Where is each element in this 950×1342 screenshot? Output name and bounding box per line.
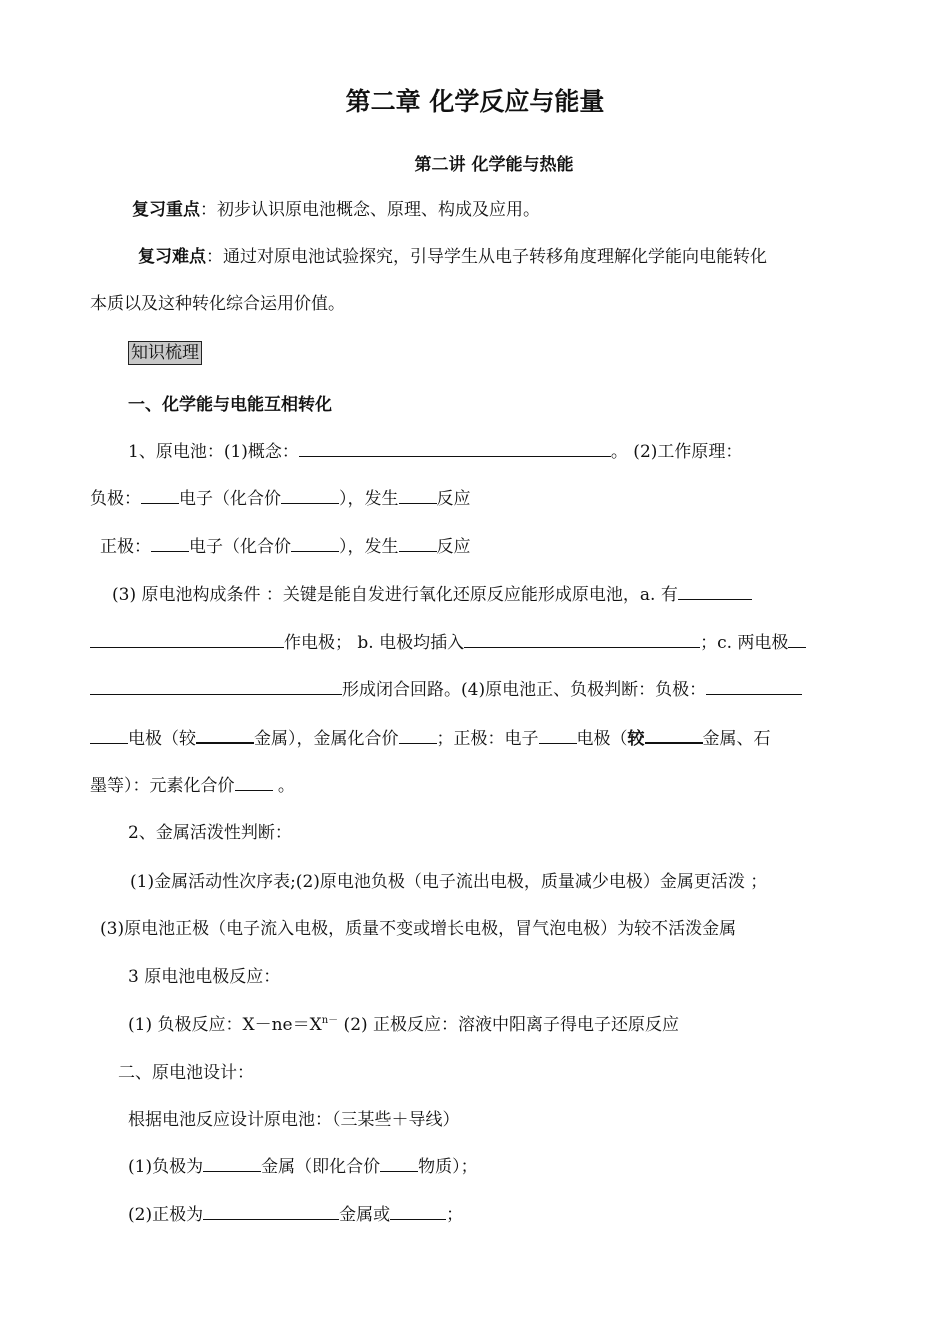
s2-line1: 根据电池反应设计原电池：（三某些＋导线） <box>128 1110 460 1130</box>
cond-blank-1[interactable] <box>678 583 752 600</box>
cond4-e: 金属、石 <box>702 729 771 749</box>
cond3-a: 形成闭合回路。(4)原电池正、负极判断：负极： <box>342 680 707 700</box>
difficulty-label: 复习难点 <box>138 247 206 267</box>
review-difficulty <box>138 245 767 269</box>
cond-blank-11[interactable] <box>645 726 703 744</box>
pos-b: 电子（化合价 <box>189 537 291 557</box>
s1-p1-b: 。 (2)工作原理： <box>610 442 743 462</box>
pos-blank-3[interactable] <box>399 535 437 552</box>
positive-electrode-line <box>100 535 471 559</box>
review-focus <box>132 198 540 222</box>
cond-blank-10[interactable] <box>539 727 577 744</box>
condition-line-2 <box>90 631 806 655</box>
cond-blank-3[interactable] <box>464 631 700 648</box>
negative-electrode-line <box>90 487 471 511</box>
knowledge-tag: 知识梳理 <box>128 341 202 365</box>
concept-blank[interactable] <box>299 440 611 457</box>
difficulty-text-1: ：通过对原电池试验探究，引导学生从电子转移角度理解化学能向电能转化 <box>206 247 767 267</box>
pos-d: 反应 <box>436 537 471 557</box>
cond4-c: ；正极：电子 <box>436 729 539 749</box>
cond-blank-2[interactable] <box>90 631 284 648</box>
cond-blank-5[interactable] <box>90 678 342 695</box>
neg-blank-3[interactable] <box>399 487 437 504</box>
lecture-title: 第二讲 化学能与热能 <box>414 155 574 175</box>
cond5-b: 。 <box>272 776 295 796</box>
s1-p3-l1-a: (1) 负极反应：X－ne＝X <box>128 1015 322 1035</box>
cond-blank-4[interactable] <box>788 631 806 648</box>
cond4-bold: 较 <box>627 729 645 749</box>
s2-l2-c: 物质）； <box>418 1157 478 1177</box>
condition-line-4 <box>90 726 771 751</box>
focus-label: 复习重点 <box>132 200 200 220</box>
cond-blank-9[interactable] <box>399 727 437 744</box>
cond5-a: 墨等）：元素化合价 <box>90 776 235 796</box>
s2-line2 <box>128 1155 478 1179</box>
s1-p3-l1-b: (2) 正极反应：溶液中阳离子得电子还原反应 <box>338 1015 680 1035</box>
pos-c: ），发生 <box>339 537 399 557</box>
s2-blank-3[interactable] <box>203 1203 339 1220</box>
charge-superscript: n－ <box>321 1015 339 1026</box>
pos-blank-1[interactable] <box>151 535 189 552</box>
s2-blank-2[interactable] <box>380 1155 418 1172</box>
neg-blank-1[interactable] <box>141 487 179 504</box>
section1-heading: 一、化学能与电能互相转化 <box>128 395 332 415</box>
chapter-title: 第二章 化学反应与能量 <box>345 87 605 116</box>
difficulty-text-2: 本质以及这种转化综合运用价值。 <box>90 294 345 314</box>
condition-line-1 <box>112 583 752 607</box>
cond-a: (3) 原电池构成条件 ：关键是能自发进行氧化还原反应能形成原电池，a. 有 <box>112 585 678 605</box>
cond-blank-12[interactable] <box>235 774 273 791</box>
s1-p2-heading: 2、金属活泼性判断： <box>128 823 292 843</box>
s2-l2-b: 金属（即化合价 <box>261 1157 381 1177</box>
cond-blank-8[interactable] <box>196 726 254 744</box>
cond-blank-6[interactable] <box>706 678 802 695</box>
neg-a: 负极： <box>90 489 141 509</box>
s2-l3-c: ； <box>446 1205 464 1225</box>
condition-line-5 <box>90 774 295 798</box>
s2-l3-a: (2)正极为 <box>128 1205 204 1225</box>
cond4-b: 金属），金属化合价 <box>254 729 399 749</box>
s2-l2-a: (1)负极为 <box>128 1157 204 1177</box>
s2-l3-b: 金属或 <box>339 1205 391 1225</box>
s1-concept-line <box>128 440 742 464</box>
s2-blank-1[interactable] <box>203 1155 261 1172</box>
s1-p2-line1: (1)金属活动性次序表;(2)原电池负极（电子流出电极，质量减少电极）金属更活泼 ； <box>130 872 768 892</box>
pos-a: 正极： <box>100 537 151 557</box>
section2-heading: 二、原电池设计： <box>118 1063 254 1083</box>
cond-blank-7[interactable] <box>90 727 128 744</box>
knowledge-tag-wrap <box>128 341 202 365</box>
pos-blank-2[interactable] <box>291 535 339 552</box>
cond2-a: 作电极； b. 电极均插入 <box>284 633 465 653</box>
neg-c: ），发生 <box>339 489 399 509</box>
s2-blank-4[interactable] <box>390 1203 446 1220</box>
s2-line3 <box>128 1203 463 1227</box>
condition-line-3 <box>90 678 802 702</box>
s1-p3-heading: 3 原电池电极反应： <box>128 967 281 987</box>
neg-b: 电子（化合价 <box>179 489 281 509</box>
focus-text: ：初步认识原电池概念、原理、构成及应用。 <box>200 200 540 220</box>
neg-blank-2[interactable] <box>281 487 339 504</box>
cond2-b: ；c. 两电极 <box>700 633 789 653</box>
neg-d: 反应 <box>436 489 471 509</box>
s1-p1-a: 1、原电池：(1)概念： <box>128 442 299 462</box>
s1-p3-line1 <box>128 1013 679 1037</box>
s1-p2-line2: (3)原电池正极（电子流入电极，质量不变或增长电极，冒气泡电极）为较不活泼金属 <box>100 919 737 939</box>
cond4-d: 电极（ <box>576 729 628 749</box>
cond4-a: 电极（较 <box>128 729 196 749</box>
